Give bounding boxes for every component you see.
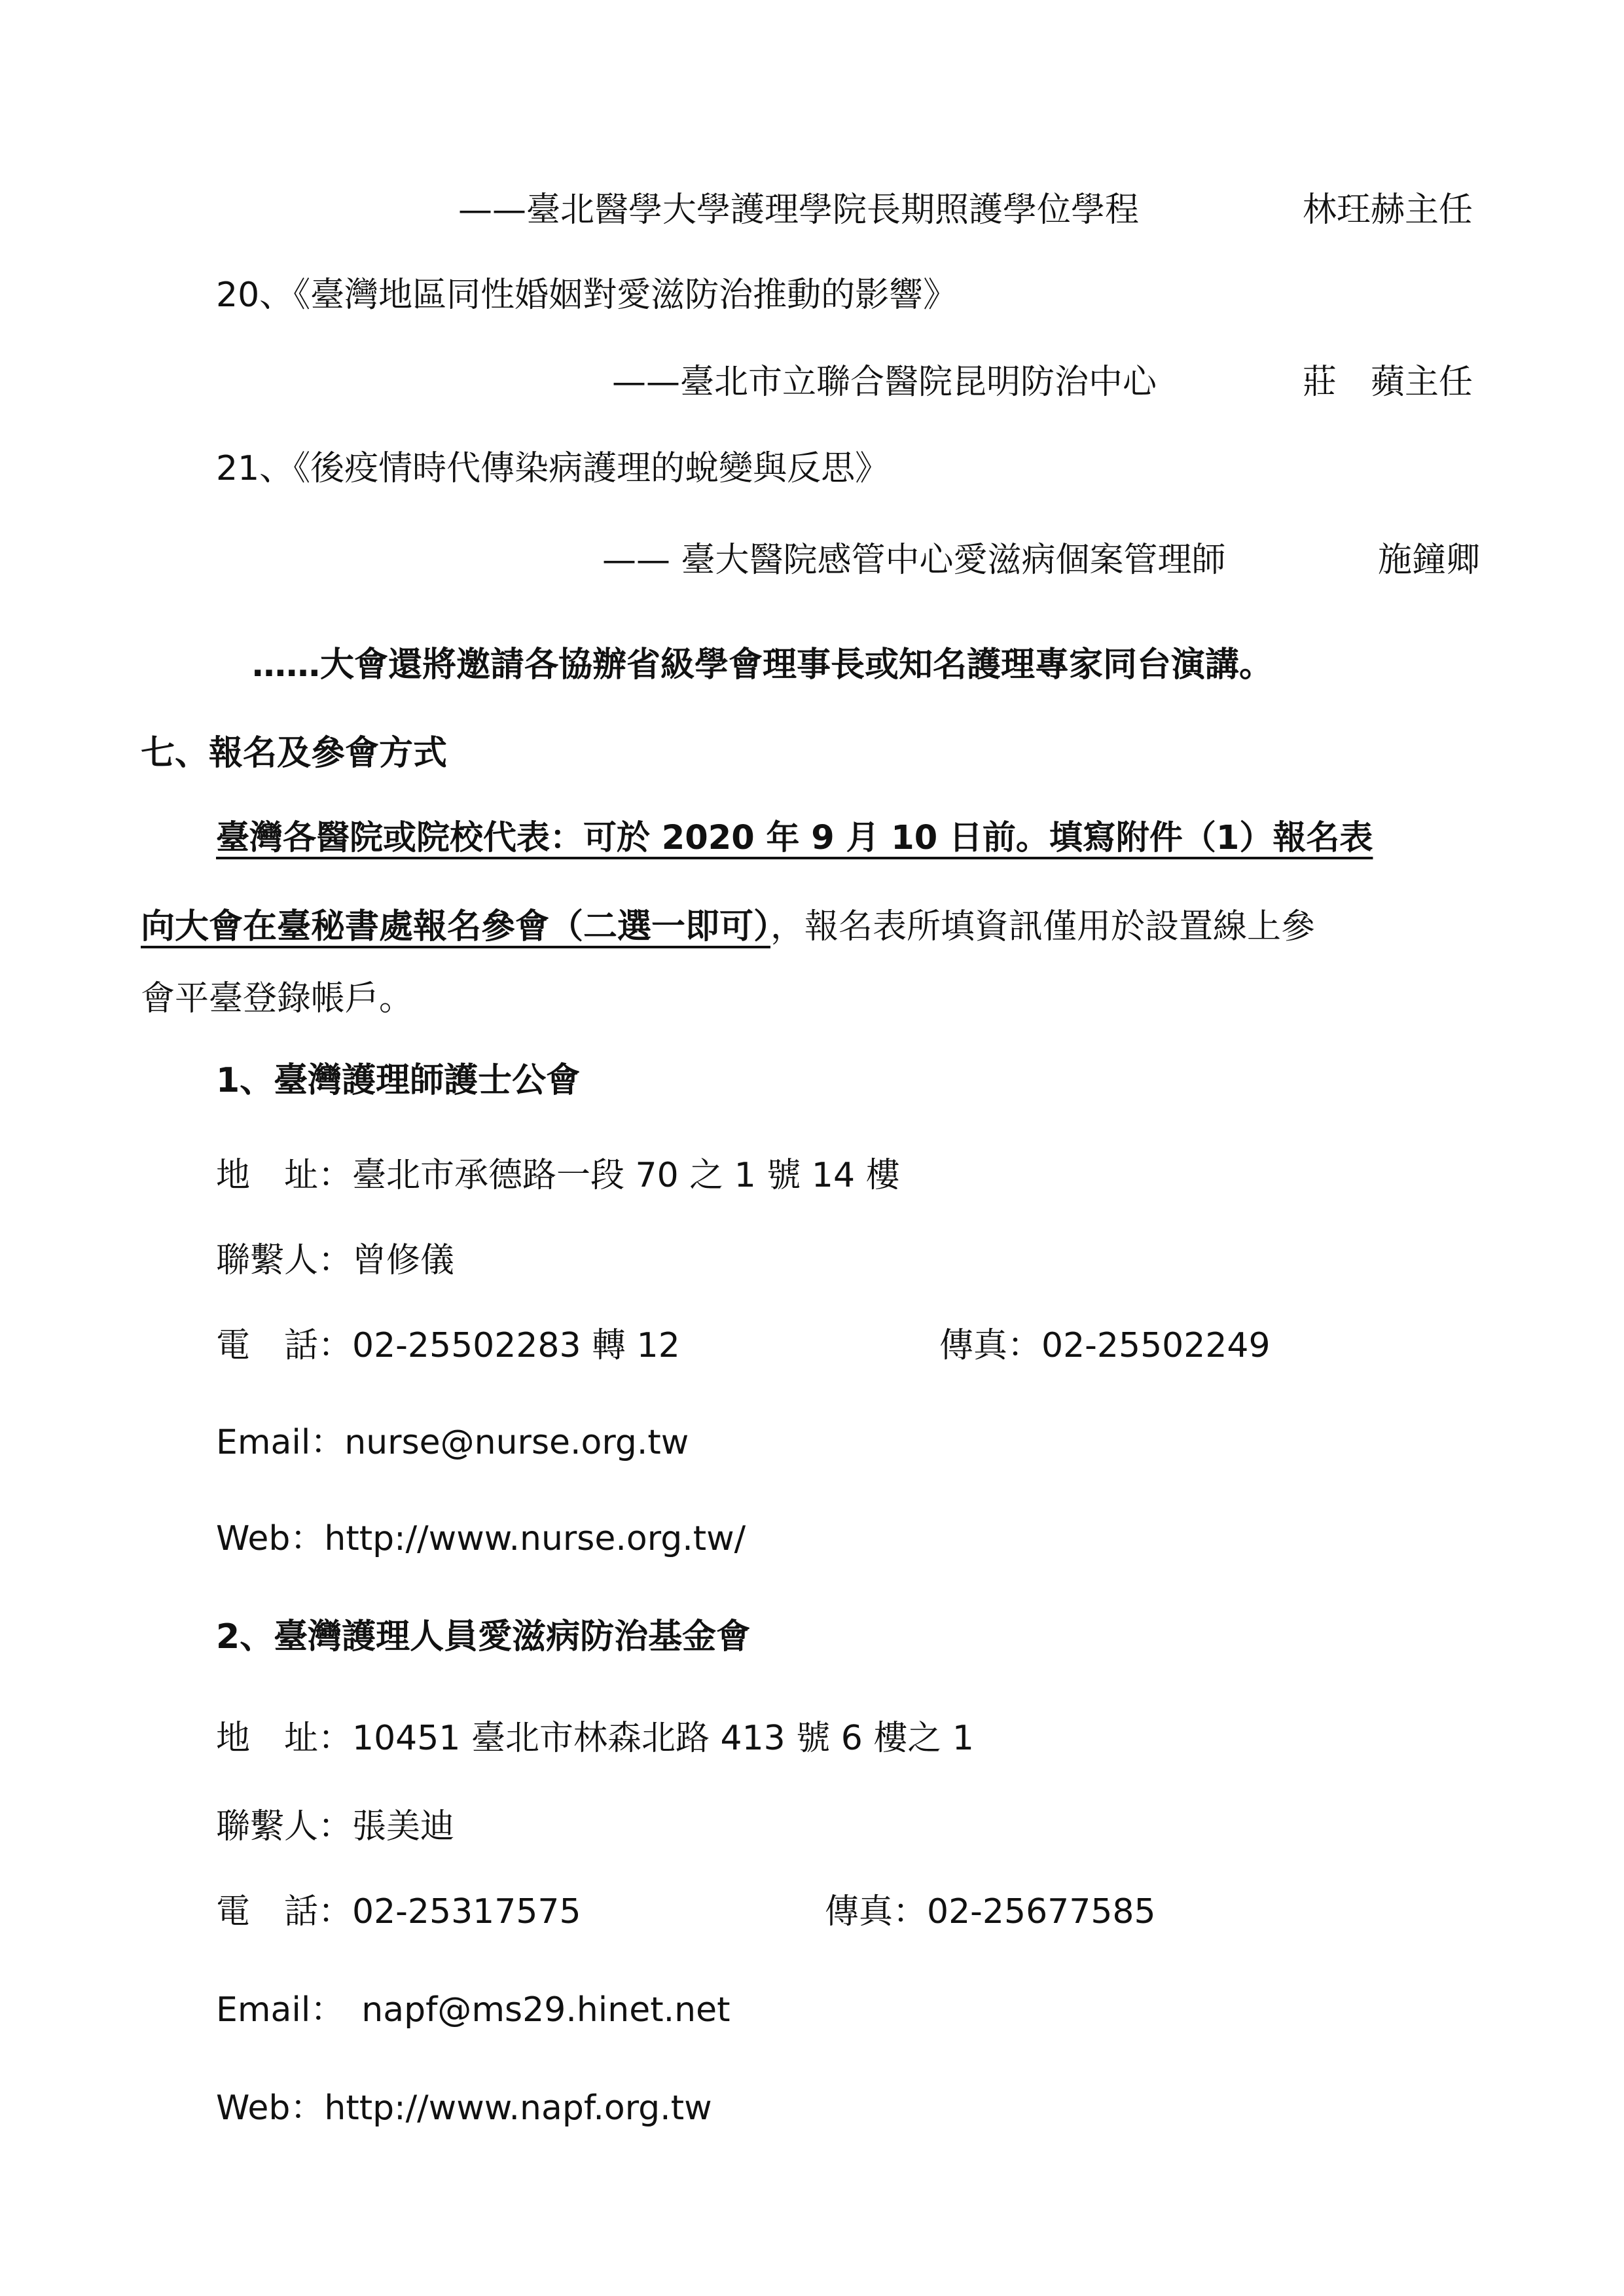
talk21-speaker xyxy=(1378,541,1481,580)
talk20-speaker-text: 莊 蘋主任 xyxy=(1303,363,1473,402)
org2-email-text[interactable]: Email： napf@ms29.hinet.net xyxy=(216,1990,731,2030)
org2-web-text[interactable]: Web：http://www.napf.org.tw xyxy=(216,2089,712,2128)
org1-web[interactable] xyxy=(216,1519,746,1558)
talk21-title xyxy=(216,449,890,488)
org1-heading xyxy=(216,1061,581,1100)
talk21-title-text: 21、《後疫情時代傳染病護理的蛻變與反思》 xyxy=(216,449,890,488)
section7-para-line3 xyxy=(141,979,414,1018)
section7-para-line2-rest: ，報名表所填資訊僅用於設置線上參 xyxy=(770,907,1316,946)
section7-para-line2 xyxy=(141,907,1316,946)
org2-contact-text: 聯繫人：張美迪 xyxy=(216,1807,455,1846)
org2-web[interactable] xyxy=(216,2089,712,2128)
closing-note-text: ……大會還將邀請各協辦省級學會理事長或知名護理專家同台演講。 xyxy=(252,645,1274,685)
section7-heading-text: 七、報名及參會方式 xyxy=(141,734,448,773)
org1-web-text[interactable]: Web：http://www.nurse.org.tw/ xyxy=(216,1519,746,1558)
org1-email-text[interactable]: Email：nurse@nurse.org.tw xyxy=(216,1423,689,1462)
section7-heading xyxy=(141,734,448,773)
org2-address-text: 地 址：10451 臺北市林森北路 413 號 6 樓之 1 xyxy=(216,1719,975,1758)
talk20-affiliation-text: ——臺北市立聯合醫院昆明防治中心 xyxy=(612,363,1157,402)
talk21-affiliation xyxy=(602,541,1226,580)
closing-note xyxy=(252,645,1274,685)
org1-contact xyxy=(216,1241,455,1280)
section7-para-line1 xyxy=(216,821,1373,855)
org1-address-text: 地 址：臺北市承德路一段 70 之 1 號 14 樓 xyxy=(216,1156,900,1195)
org1-email[interactable] xyxy=(216,1423,689,1462)
talk19-speaker-text: 林玨赫主任 xyxy=(1303,190,1473,230)
talk21-speaker-text: 施鐘卿 xyxy=(1378,541,1481,580)
talk20-title xyxy=(216,276,958,315)
talk19-affiliation xyxy=(458,190,1140,230)
section7-para-line1-text: 臺灣各醫院或院校代表：可於 2020 年 9 月 10 日前。填寫附件（1）報名表 xyxy=(216,819,1373,857)
talk20-speaker xyxy=(1303,363,1473,402)
org1-heading-text: 1、臺灣護理師護士公會 xyxy=(216,1061,581,1100)
org1-fax-text: 傳真：02-25502249 xyxy=(939,1326,1271,1365)
org2-heading xyxy=(216,1617,751,1657)
org2-fax-text: 傳真：02-25677585 xyxy=(825,1892,1156,1931)
org1-contact-text: 聯繫人：曾修儀 xyxy=(216,1241,455,1280)
org2-email[interactable] xyxy=(216,1990,731,2030)
org2-phone xyxy=(216,1892,581,1931)
org2-heading-text: 2、臺灣護理人員愛滋病防治基金會 xyxy=(216,1617,751,1657)
org1-fax xyxy=(939,1326,1271,1365)
talk19-affiliation-text: ——臺北醫學大學護理學院長期照護學位學程 xyxy=(458,190,1140,230)
org2-phone-text: 電 話：02-25317575 xyxy=(216,1892,581,1931)
talk20-title-text: 20、《臺灣地區同性婚姻對愛滋防治推動的影響》 xyxy=(216,276,958,315)
talk19-speaker xyxy=(1303,190,1473,230)
talk20-affiliation xyxy=(612,363,1157,402)
section7-para-line3-text: 會平臺登錄帳戶。 xyxy=(141,979,414,1018)
org2-contact xyxy=(216,1807,455,1846)
talk21-affiliation-text: —— 臺大醫院感管中心愛滋病個案管理師 xyxy=(602,541,1226,580)
org2-fax xyxy=(825,1892,1156,1931)
org1-address xyxy=(216,1158,900,1193)
org2-address xyxy=(216,1719,975,1758)
section7-para-line2-underlined: 向大會在臺秘書處報名參會（二選一即可） xyxy=(141,907,771,946)
org1-phone xyxy=(216,1326,680,1365)
org1-phone-text: 電 話：02-25502283 轉 12 xyxy=(216,1326,680,1365)
